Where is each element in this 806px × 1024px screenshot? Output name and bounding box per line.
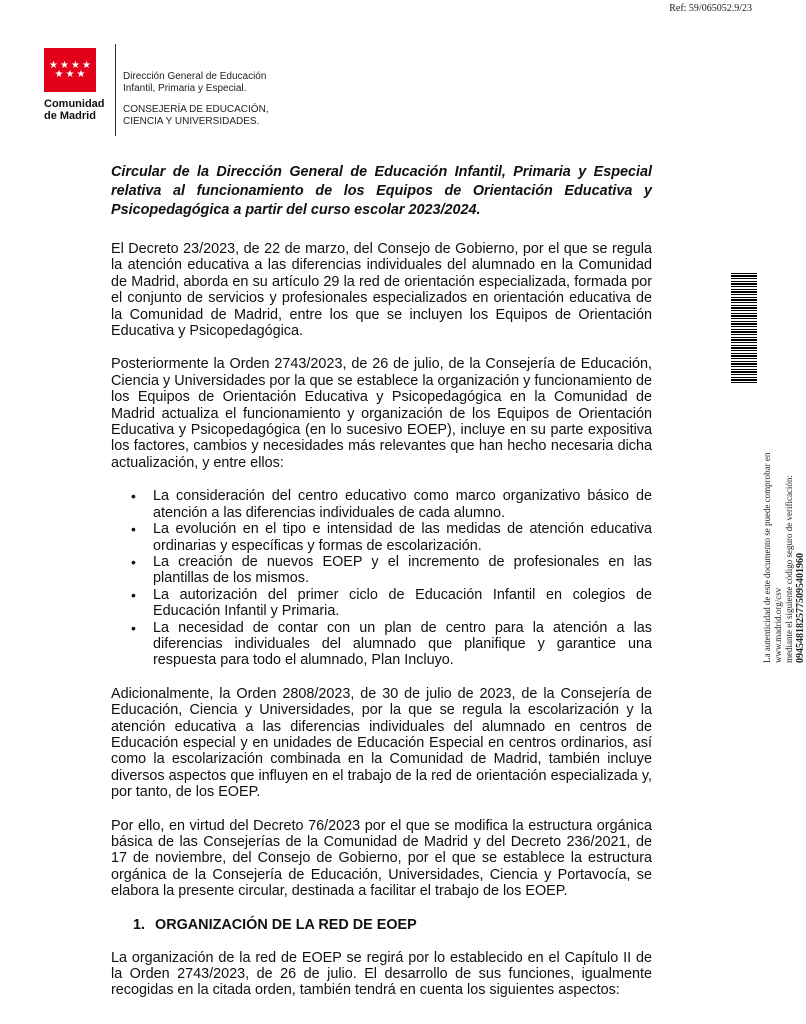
paragraph-order-2808: Adicionalmente, la Orden 2808/2023, de 30 de julio de 2023, de la Consejería de Educación, Ciencia y Universidades, por la que se regula la escolarización y la atención educativa a las diferencias individuales del alumnado en centros de Educación especial y en unidades de Educación Especial en centros ordinarios, así como la escolarización combinada en la Comunidad de Madrid, también incluye diversos aspectos que influyen en el trabajo de la red de orientación especializada y, por tanto, de los EOEP. — [111, 685, 652, 801]
verification-strip — [728, 273, 806, 663]
barcode-icon — [731, 273, 757, 385]
circular-title: Circular de la Dirección General de Educación Infantil, Primaria y Especial relativa al funcionamiento de los Equipos de Orientación Educativa y Psicopedagógica a partir del curso escolar 2023/2024. — [111, 164, 652, 218]
list-item: • La consideración del centro educativo como marco organizativo básico de atención a las diferencias individuales de cada alumno. — [153, 488, 652, 521]
header-divider — [115, 44, 116, 136]
paragraph-order-2743: Posteriormente la Orden 2743/2023, de 26 de julio, de la Consejería de Educación, Ciencia y Universidades por la que se establece la organización y funcionamiento de los Equipos de Orientación Educativa y Psicopedagógica en la Comunidad de Madrid actualiza el funcionamiento y organización de los Equipos de Orientación Educativa y Psicopedagógica (en lo sucesivo EOEP), incluye en su parte expositiva los factores, cambios y necesidades más relevantes que han hecho necesaria dicha actualización, y entre ellos: — [111, 356, 652, 471]
factors-list — [111, 488, 652, 668]
madrid-flag-icon — [44, 48, 96, 92]
logo-name: Comunidad de Madrid — [44, 98, 105, 122]
list-item: • La evolución en el tipo e intensidad de las medidas de atención educativa ordinarias y específicas y formas de escolarización. — [153, 521, 652, 554]
list-item: • La creación de nuevos EOEP y el incremento de profesionales en las plantillas de los mismos. — [153, 554, 652, 587]
comunidad-de-madrid-logo — [44, 48, 105, 122]
section-heading: 1. ORGANIZACIÓN DE LA RED DE EOEP — [133, 916, 417, 933]
directorate-name: Dirección General de Educación Infantil, Primaria y Especial. — [123, 71, 267, 94]
paragraph-purpose: Por ello, en virtud del Decreto 76/2023 por el que se modifica la estructura orgánica básica de las Consejerías de la Comunidad de Madrid y del Decreto 236/2021, de 17 de noviembre, del Consejo de Gobierno, por el que se establece la estructura orgánica de la Consejería de Educación, Universidades, Ciencia y Portavocía, se elabora la presente circular, destinada a facilitar el trabajo de los EOEP. — [111, 817, 652, 900]
document-reference: Ref: 59/065052.9/23 — [669, 3, 752, 14]
ministry-name: CONSEJERÍA DE EDUCACIÓN, CIENCIA Y UNIVERSIDADES. — [123, 104, 269, 127]
verification-text: La autenticidad de este documento se puede comprobar en www.madrid.org/csv mediante el siguiente código seguro de verificación: 0945481825775095401960 — [762, 452, 806, 663]
document-body — [111, 163, 652, 1016]
seven-stars-icon: ★ ★ ★ ★ ★ ★ ★ — [49, 60, 91, 80]
csv-code: 0945481825775095401960 — [795, 553, 806, 663]
list-item: • La autorización del primer ciclo de Educación Infantil en colegios de Educación Infantil y Primaria. — [153, 587, 652, 620]
paragraph-organization: La organización de la red de EOEP se regirá por lo establecido en el Capítulo II de la Orden 2743/2023, de 26 de julio. El desarrollo de sus funciones, igualmente recogidas en la citada orden, también tendrá en cuenta los siguientes aspectos: — [111, 949, 652, 999]
list-item: • La necesidad de contar con un plan de centro para la atención a las diferencias individuales del alumnado que planifique y garantice una respuesta para todo el alumnado, Plan Incluyo. — [153, 620, 652, 669]
paragraph-decree: El Decreto 23/2023, de 22 de marzo, del Consejo de Gobierno, por el que se regula la atención educativa a las diferencias individuales del alumnado en la Comunidad de Madrid, aborda en su artículo 29 la red de orientación especializada, formada por el conjunto de servicios y profesionales especializados en orientación educativa de la Comunidad de Madrid, entre los que se incluyen los Equipos de Orientación Educativa y Psicopedagógica. — [111, 241, 652, 340]
